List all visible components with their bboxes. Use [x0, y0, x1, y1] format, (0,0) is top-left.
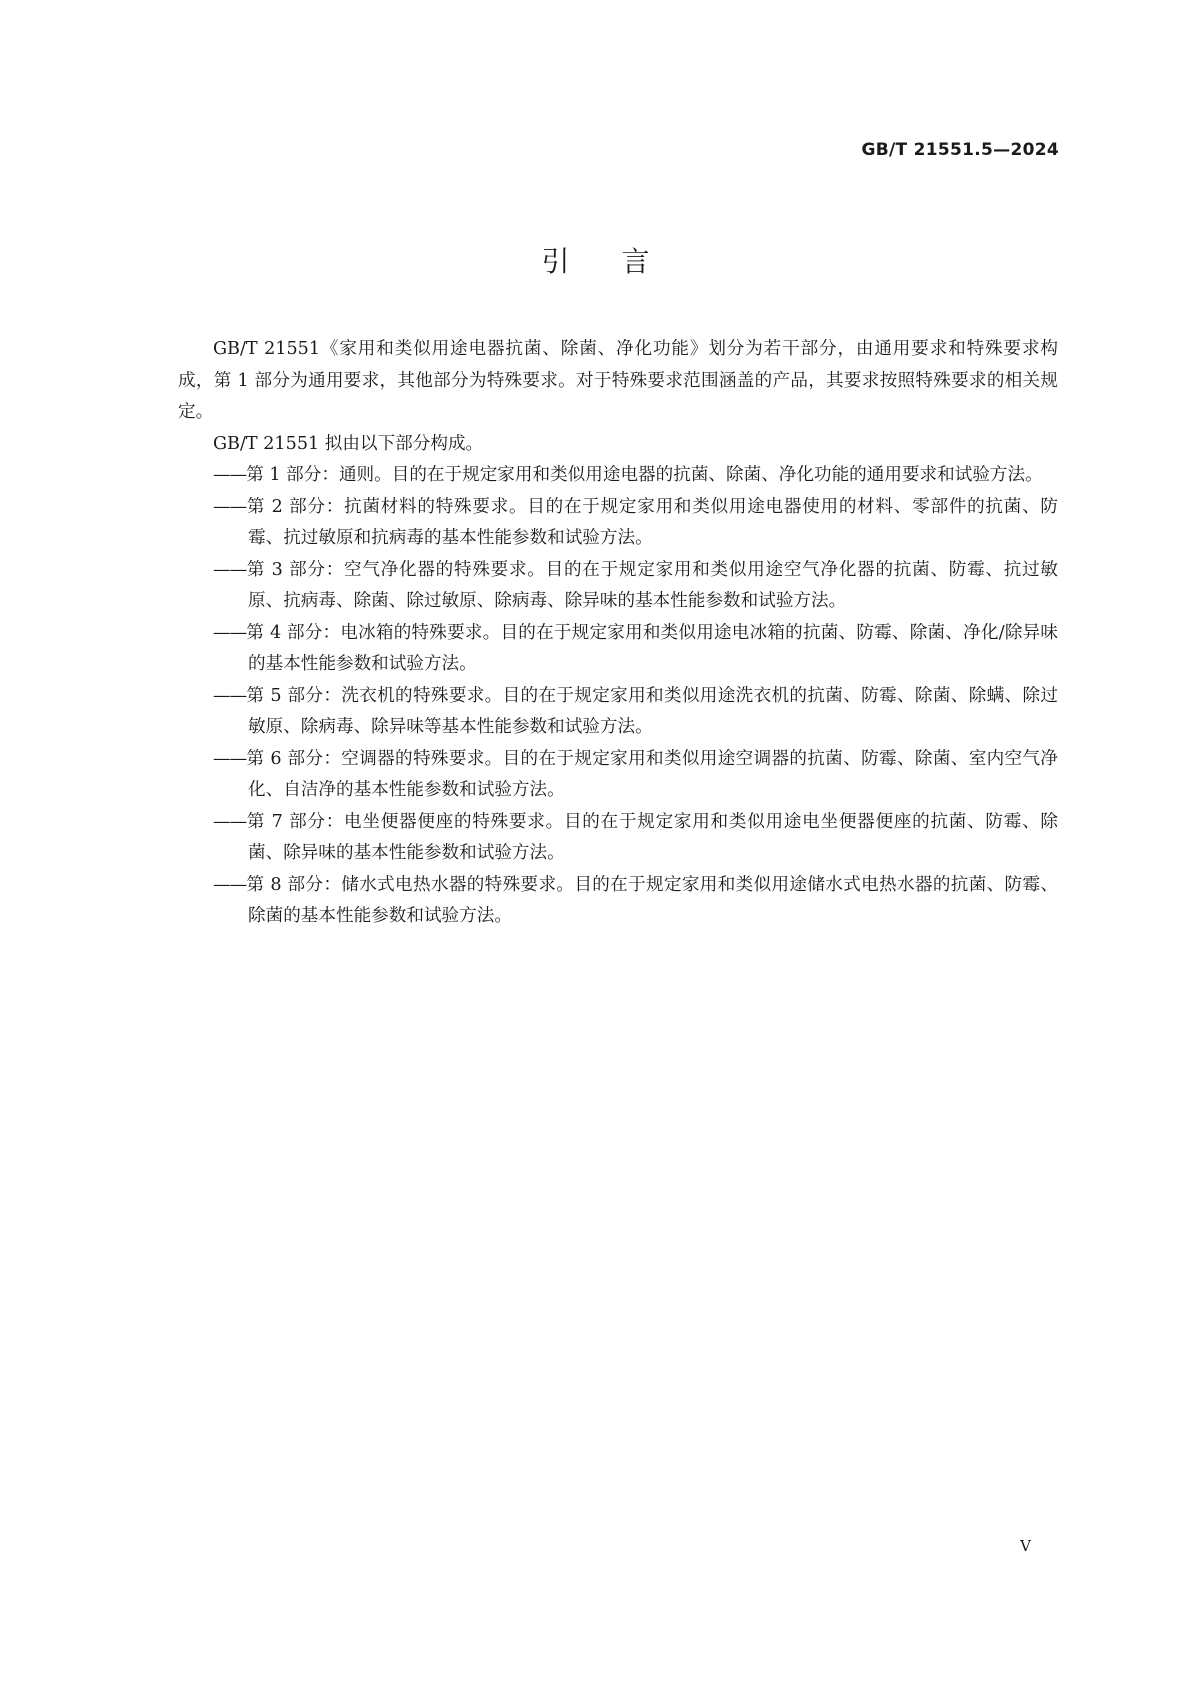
- list-dash: ——: [213, 559, 247, 580]
- list-item-text: 第 7 部分：电坐便器便座的特殊要求。目的在于规定家用和类似用途电坐便器便座的抗菌、防霉、除菌、除异味的基本性能参数和试验方法。: [246, 811, 1058, 863]
- document-body: [178, 334, 1058, 933]
- list-item-text: 第 8 部分：储水式电热水器的特殊要求。目的在于规定家用和类似用途储水式电热水器的抗菌、防霉、除菌的基本性能参数和试验方法。: [246, 874, 1058, 926]
- list-item-text: 第 3 部分：空气净化器的特殊要求。目的在于规定家用和类似用途空气净化器的抗菌、防霉、抗过敏原、抗病毒、除菌、除过敏原、除病毒、除异味的基本性能参数和试验方法。: [246, 559, 1058, 611]
- list-dash: ——: [213, 811, 247, 832]
- parts-list: [178, 460, 1058, 933]
- list-dash: ——: [213, 874, 247, 895]
- list-dash: ——: [213, 748, 247, 769]
- structure-paragraph: GB/T 21551 拟由以下部分构成。: [213, 433, 484, 454]
- list-item-text: 第 6 部分：空调器的特殊要求。目的在于规定家用和类似用途空调器的抗菌、防霉、除菌、室内空气净化、自洁净的基本性能参数和试验方法。: [246, 748, 1058, 800]
- list-dash: ——: [213, 465, 247, 485]
- intro-paragraph: GB/T 21551《家用和类似用途电器抗菌、除菌、净化功能》划分为若干部分，由通用要求和特殊要求构成，第 1 部分为通用要求，其他部分为特殊要求。对于特殊要求范围涵盖的产品，其要求按照特殊要求的相关规定。: [178, 339, 1058, 422]
- list-item-part-8: [213, 870, 1058, 933]
- list-item-part-2: [213, 492, 1058, 555]
- page-number: V: [1020, 1537, 1031, 1555]
- list-dash: ——: [213, 622, 247, 643]
- list-item-text: 第 1 部分：通则。目的在于规定家用和类似用途电器的抗菌、除菌、净化功能的通用要求和试验方法。: [246, 465, 1043, 485]
- list-item-part-6: [213, 744, 1058, 807]
- list-dash: ——: [213, 685, 247, 706]
- section-title: 引言: [541, 245, 702, 278]
- list-item-part-4: [213, 618, 1058, 681]
- standard-code: GB/T 21551.5—2024: [861, 140, 1059, 160]
- list-item-part-5: [213, 681, 1058, 744]
- list-item-text: 第 4 部分：电冰箱的特殊要求。目的在于规定家用和类似用途电冰箱的抗菌、防霉、除菌、净化/除异味的基本性能参数和试验方法。: [246, 622, 1058, 674]
- list-item-part-1: [213, 460, 1058, 492]
- list-item-part-3: [213, 555, 1058, 618]
- list-item-text: 第 2 部分：抗菌材料的特殊要求。目的在于规定家用和类似用途电器使用的材料、零部件的抗菌、防霉、抗过敏原和抗病毒的基本性能参数和试验方法。: [246, 496, 1058, 548]
- list-item-part-7: [213, 807, 1058, 870]
- list-item-text: 第 5 部分：洗衣机的特殊要求。目的在于规定家用和类似用途洗衣机的抗菌、防霉、除菌、除螨、除过敏原、除病毒、除异味等基本性能参数和试验方法。: [246, 685, 1058, 737]
- list-dash: ——: [213, 496, 247, 517]
